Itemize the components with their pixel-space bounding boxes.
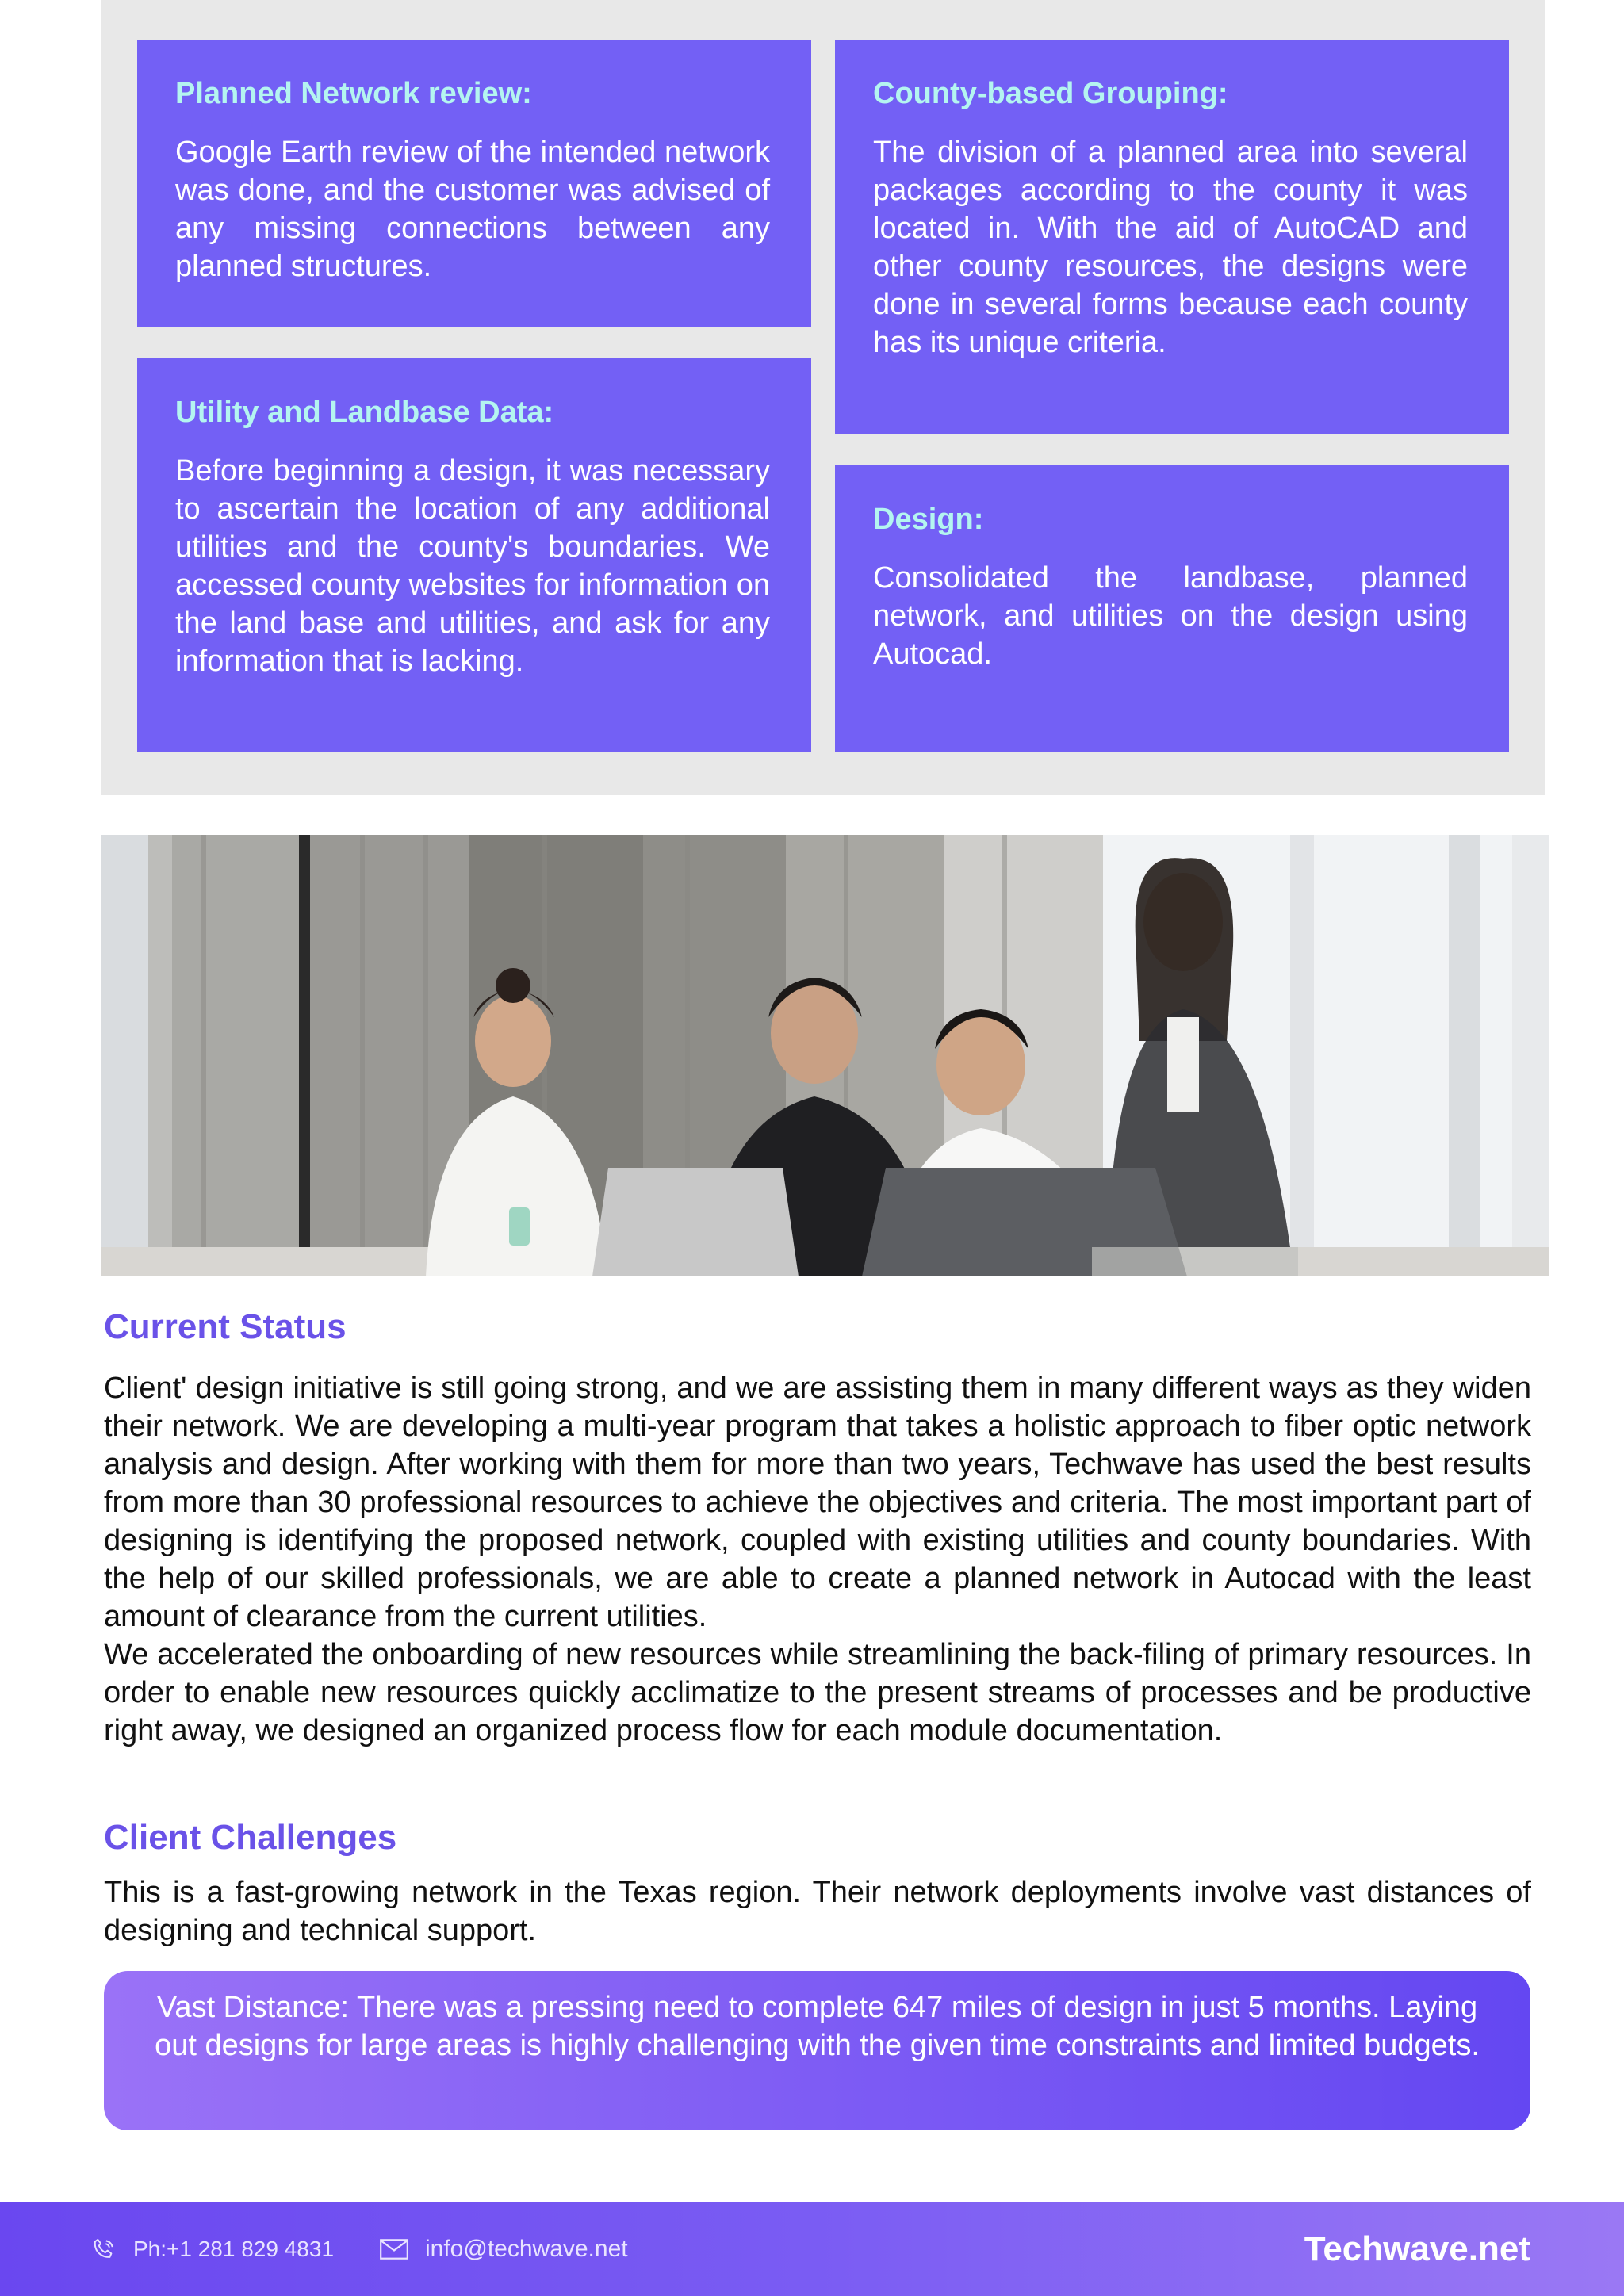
footer-bar xyxy=(0,2202,1624,2296)
step-card-text: The division of a planned area into several packages according to the county it was located in. With the aid of AutoCAD and other county resources, the designs were done in several forms because each county has its unique criteria. xyxy=(873,135,1468,359)
brand-website[interactable]: Techwave.net xyxy=(1304,2229,1530,2268)
step-card-county-grouping xyxy=(835,40,1509,434)
current-status-heading: Current Status xyxy=(104,1307,347,1346)
step-card-text: Before beginning a design, it was necessary to ascertain the location of any additional utilities and the county's boundaries. We accessed county websites for information on the land base and utilities, and ask for any information that is lacking. xyxy=(175,453,770,678)
step-card-title: Planned Network review: xyxy=(175,77,532,110)
footer-email[interactable] xyxy=(379,2202,628,2296)
phone-number: Ph:+1 281 829 4831 xyxy=(133,2237,335,2261)
current-status-paragraph-1: Client' design initiative is still going strong, and we are assisting them in many different ways as they widen their network. We are developing a multi-year program that takes a holistic approach to fiber optic network analysis and design. After working with them for more than two years, Techwave has used the best results from more than 30 professional resources to achieve the objectives and criteria. The most important part of designing is identifying the proposed network, coupled with existing utilities and county boundaries. With the help of our skilled professionals, we are able to create a planned network in Autocad with the least amount of clearance from the current utilities. xyxy=(104,1372,1531,1633)
client-challenges-paragraph: This is a fast-growing network in the Texas region. Their network deployments involve vast distances of designing and technical support. xyxy=(104,1876,1531,1947)
phone-icon xyxy=(90,2236,117,2263)
vast-distance-callout: Vast Distance: There was a pressing need to complete 647 miles of design in just 5 months. Laying out designs for large areas is highly challenging with the given time constraints and limited budgets. xyxy=(104,1971,1530,2130)
step-card-design xyxy=(835,465,1509,752)
footer-phone[interactable] xyxy=(90,2202,334,2296)
team-photo-illustration xyxy=(101,835,1549,1276)
step-card-title: County-based Grouping: xyxy=(873,77,1228,110)
step-card-text: Consolidated the landbase, planned network, and utilities on the design using Autocad. xyxy=(873,561,1468,671)
envelope-icon xyxy=(379,2237,409,2261)
step-card-title: Utility and Landbase Data: xyxy=(175,396,554,429)
team-photo xyxy=(101,835,1549,1276)
current-status-paragraph-2: We accelerated the onboarding of new resources while streamlining the back-filing of primary resources. In order to enable new resources quickly acclimatize to the present streams of processes and be productive right away, we designed an organized process flow for each module documentation. xyxy=(104,1638,1531,1747)
step-card-title: Design: xyxy=(873,503,984,536)
client-challenges-heading: Client Challenges xyxy=(104,1818,397,1857)
step-card-utility-landbase xyxy=(137,358,811,752)
email-address: info@techwave.net xyxy=(425,2236,628,2262)
step-card-text: Google Earth review of the intended network was done, and the customer was advised of any missing connections between any planned structures. xyxy=(175,135,770,283)
step-card-planned-network xyxy=(137,40,811,327)
